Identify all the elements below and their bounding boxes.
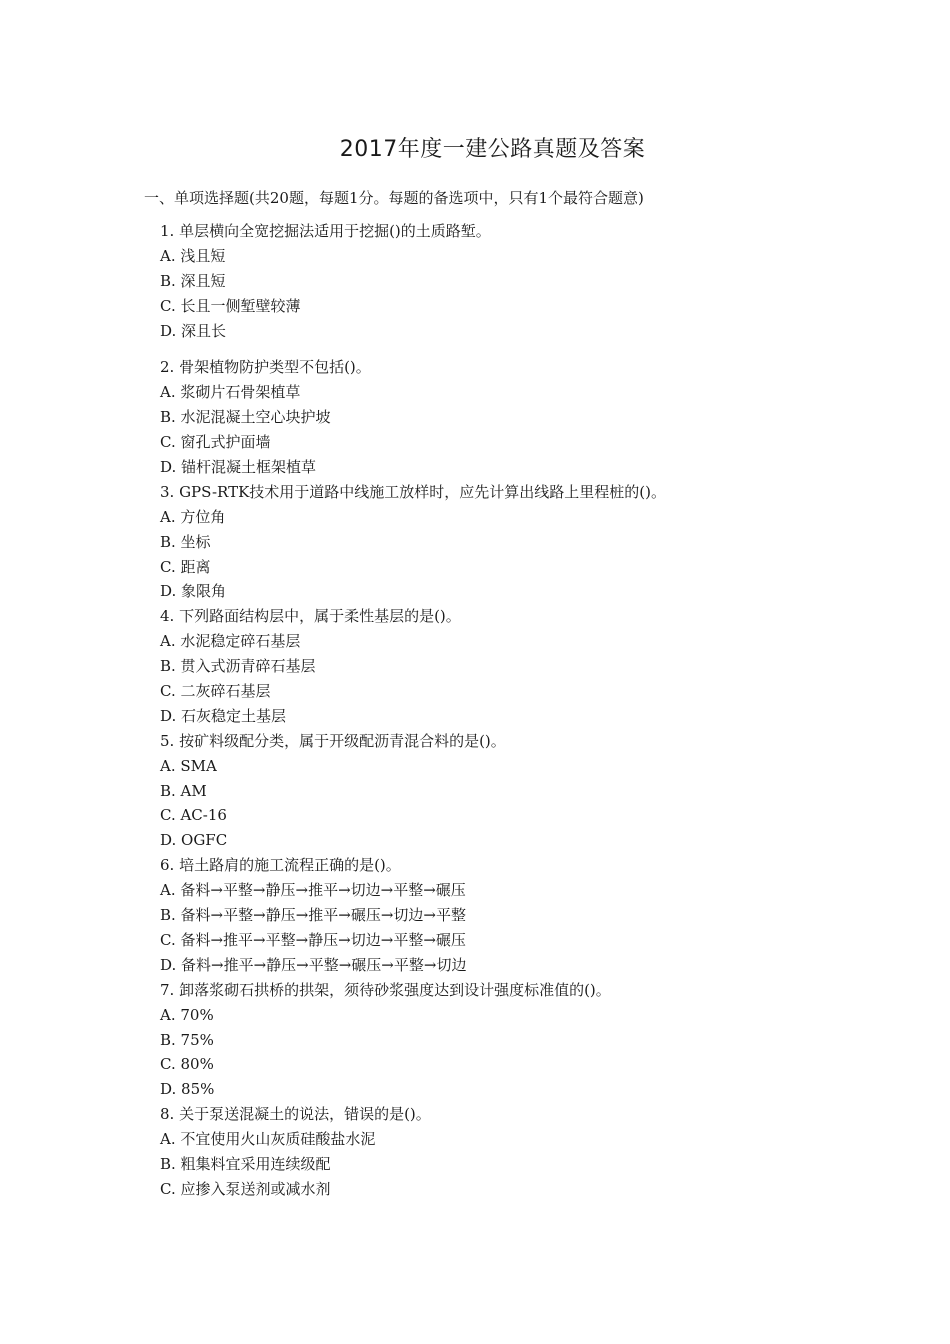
question-stem: 7. 卸落浆砌石拱桥的拱架，须待砂浆强度达到设计强度标准值的()。 [160,980,611,999]
question-8 [160,1102,860,1202]
answer-option: B. 深且短 [160,271,226,290]
answer-option: B. 水泥混凝土空心块护坡 [160,408,331,427]
answer-option: C. 长且一侧堑壁较薄 [160,296,301,315]
answer-option: D. 石灰稳定土基层 [160,706,287,725]
answer-option: D. 深且长 [160,321,227,340]
question-stem: 4. 下列路面结构层中，属于柔性基层的是()。 [160,607,461,626]
question-stem: 2. 骨架植物防护类型不包括()。 [160,358,371,377]
answer-option: D. OGFC [160,831,228,850]
answer-option: A. SMA [160,756,217,775]
answer-option: B. 坐标 [160,532,211,551]
question-stem: 8. 关于泵送混凝土的说法，错误的是()。 [160,1105,431,1124]
answer-option: A. 不宜使用火山灰质硅酸盐水泥 [160,1130,376,1149]
question-2 [160,355,860,479]
answer-option: A. 方位角 [160,507,226,526]
answer-option: A. 浆砌片石骨架植草 [160,383,301,402]
question-4 [160,604,860,728]
answer-option: B. 粗集料宜采用连续级配 [160,1154,331,1173]
question-6 [160,853,860,977]
question-1 [160,219,860,343]
answer-option: C. 应掺入泵送剂或减水剂 [160,1179,331,1198]
answer-option: A. 水泥稳定碎石基层 [160,632,301,651]
question-stem: 5. 按矿料级配分类，属于开级配沥青混合料的是()。 [160,731,506,750]
question-stem: 1. 单层横向全宽挖掘法适用于挖掘()的土质路堑。 [160,222,491,240]
answer-option: D. 锚杆混凝土框架植草 [160,458,317,477]
question-5 [160,729,860,853]
answer-option: A. 70% [160,1005,214,1024]
answer-option: D. 象限角 [160,582,227,601]
answer-option: C. 二灰碎石基层 [160,682,271,701]
question-3 [160,480,860,604]
answer-option: C. 80% [160,1055,214,1074]
answer-option: C. 窗孔式护面墙 [160,433,271,452]
answer-option: C. 备料→推平→平整→静压→切边→平整→碾压 [160,930,466,949]
question-7 [160,978,860,1102]
answer-option: B. 75% [160,1030,214,1049]
answer-option: A. 备料→平整→静压→推平→切边→平整→碾压 [160,881,466,900]
question-list [160,219,860,1202]
document-title: 2017年度一建公路真题及答案 [339,137,646,162]
answer-option: C. 距离 [160,557,211,576]
answer-option: D. 85% [160,1080,215,1099]
answer-option: A. 浅且短 [160,246,226,265]
answer-option: B. 贯入式沥青碎石基层 [160,657,316,676]
section-heading: 一、单项选择题(共20题，每题1分。每题的备选项中，只有1个最符合题意) [144,189,644,207]
answer-option: D. 备料→推平→静压→平整→碾压→平整→切边 [160,955,467,974]
answer-option: C. AC-16 [160,806,227,825]
question-stem: 6. 培土路肩的施工流程正确的是()。 [160,856,401,875]
answer-option: B. 备料→平整→静压→推平→碾压→切边→平整 [160,906,466,925]
question-stem: 3. GPS-RTK技术用于道路中线施工放样时，应先计算出线路上里程桩的()。 [160,482,666,501]
answer-option: B. AM [160,781,207,800]
